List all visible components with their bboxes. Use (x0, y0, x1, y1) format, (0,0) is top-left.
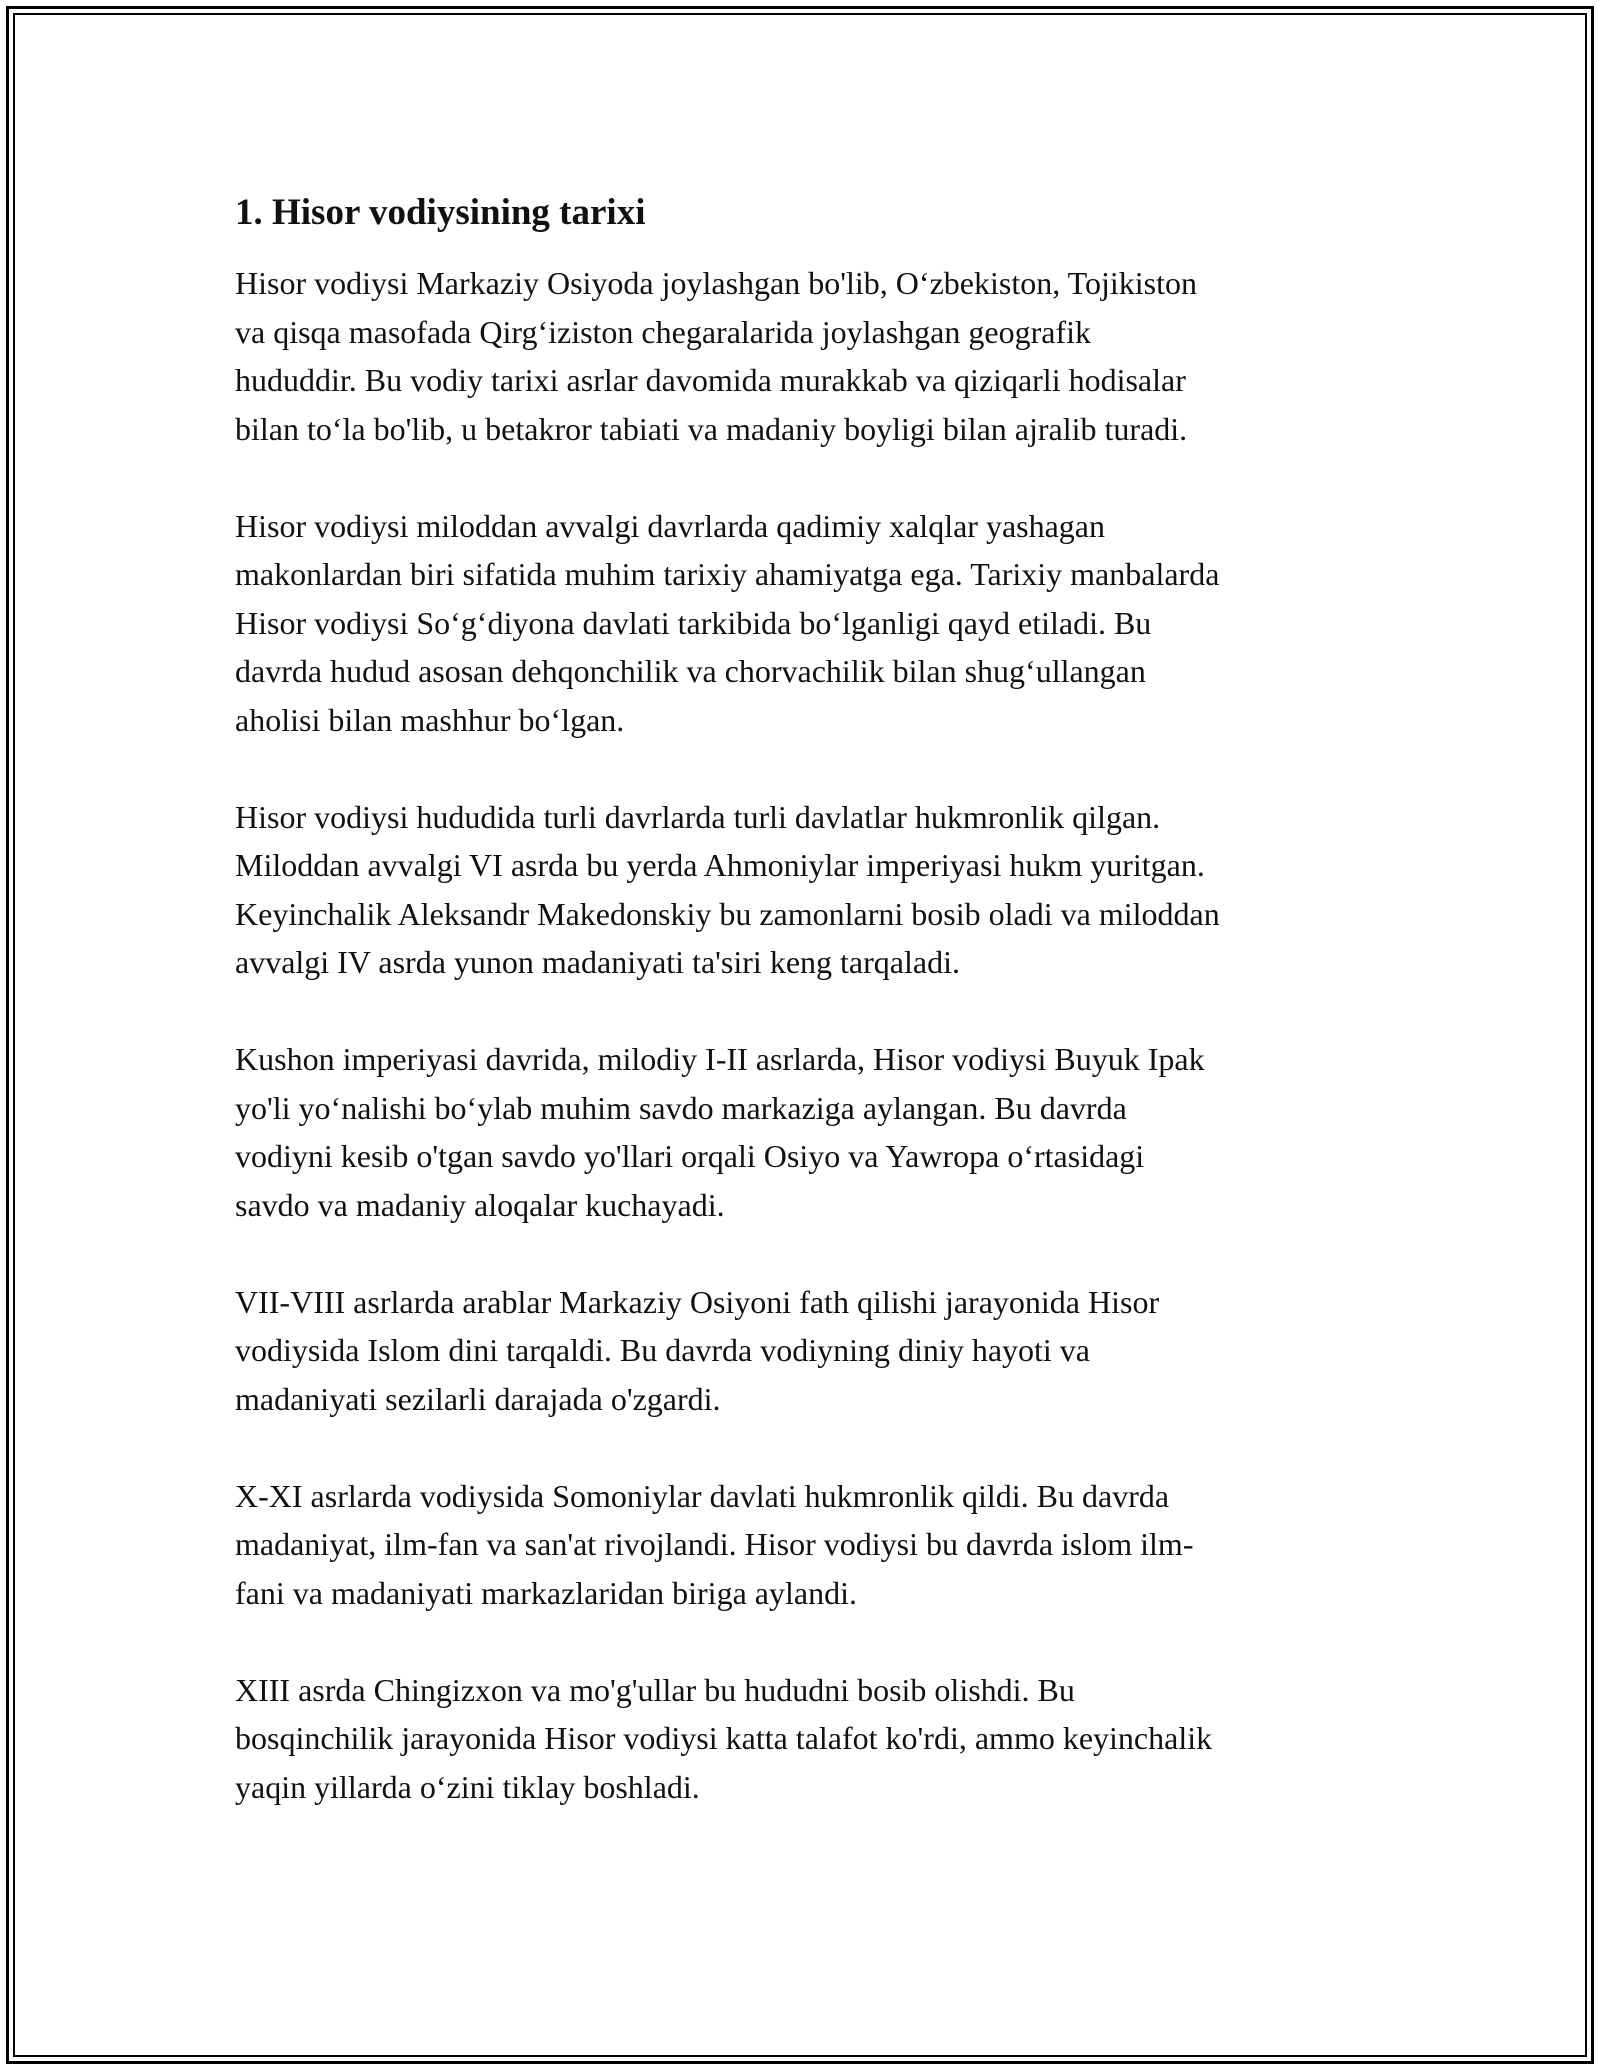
paragraph-1: Hisor vodiysi Markaziy Osiyoda joylashgan bo'lib, O‘zbekiston, Tojikiston va qisqa masofada Qirg‘iziston chegaralarida joylashgan geografik hududdir. Bu vodiy tarixi asrlar davomida murakkab va qiziqarli hodisalar bilan to‘la bo'lib, u betakror tabiati va madaniy boyligi bilan ajralib turadi. (235, 265, 1197, 447)
paragraph-4: Kushon imperiyasi davrida, milodiy I-II asrlarda, Hisor vodiysi Buyuk Ipak yo'li yo‘nalishi bo‘ylab muhim savdo markaziga aylangan. Bu davrda vodiyni kesib o'tgan savdo yo'llari orqali Osiyo va Yawropa o‘rtasidagi savdo va madaniy aloqalar kuchayadi. (235, 1041, 1205, 1223)
paragraph-7: XIII asrda Chingizxon va mo'g'ullar bu hududni bosib olishdi. Bu bosqinchilik jarayonida Hisor vodiysi katta talafot ko'rdi, ammo keyinchalik yaqin yillarda o‘zini tiklay boshladi. (235, 1671, 1213, 1805)
paragraph-5: VII-VIII asrlarda arablar Markaziy Osiyoni fath qilishi jarayonida Hisor vodiysida Islom dini tarqaldi. Bu davrda vodiyning diniy hayoti va madaniyati sezilarli darajada o'zgardi. (235, 1283, 1160, 1417)
paragraph-6: X-XI asrlarda vodiysida Somoniylar davlati hukmronlik qildi. Bu davrda madaniyat, ilm-fan va san'at rivojlandi. Hisor vodiysi bu davrda islom ilm- fani va madaniyati markazlaridan biriga aylandi. (235, 1477, 1194, 1611)
paragraph-3: Hisor vodiysi hududida turli davrlarda turli davlatlar hukmronlik qilgan. Miloddan avvalgi VI asrda bu yerda Ahmoniylar imperiyasi hukm yuritgan. Keyinchalik Aleksandr Makedonskiy bu zamonlarni bosib oladi va miloddan avvalgi IV asrda yunon madaniyati ta'siri keng tarqaladi. (235, 798, 1220, 980)
document-body (235, 187, 1375, 1860)
paragraph-2: Hisor vodiysi miloddan avvalgi davrlarda qadimiy xalqlar yashagan makonlardan biri sifatida muhim tarixiy ahamiyatga ega. Tarixiy manbalarda Hisor vodiysi So‘g‘diyona davlati tarkibida bo‘lganligi qayd etiladi. Bu davrda hudud asosan dehqonchilik va chorvachilik bilan shug‘ullangan aholisi bilan mashhur bo‘lgan. (235, 507, 1220, 738)
section-title: 1. Hisor vodiysining tarixi (235, 192, 646, 233)
